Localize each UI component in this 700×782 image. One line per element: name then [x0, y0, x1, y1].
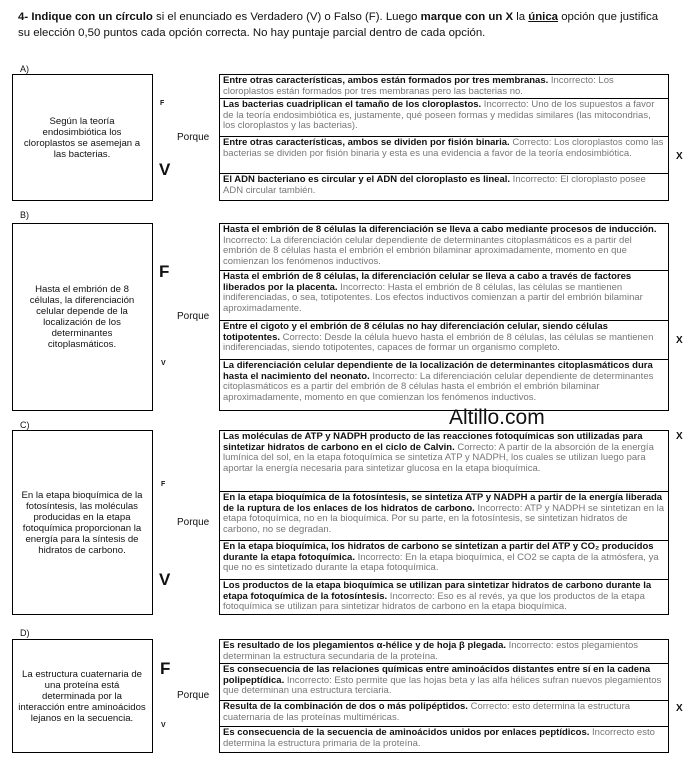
section-a-option-1[interactable]: Entre otras características, ambos están formados por tres membranas. Incorrecto: Los cloroplastos están formados por tres membranas pero las bacterias no. [219, 74, 669, 99]
section-b-statement: Hasta el embrión de 8 células, la diferenciación celular depende de la localización de los determinantes citoplasmáticos. [29, 284, 135, 350]
section-a-statement: Según la teoría endosimbiótica los cloroplastos se asemejan a las bacterias. [23, 115, 141, 160]
section-d-label: D) [20, 628, 30, 638]
section-a-true-mark[interactable]: V [159, 160, 171, 179]
question-header [18, 9, 688, 41]
section-c-x-mark: X [676, 431, 683, 442]
section-c-statement: En la etapa bioquímica de la fotosíntesis, las moléculas producidas en la etapa fotoquímica proporcionan la energía para la síntesis de hidratos de carbono. [21, 489, 143, 556]
section-c-true-mark[interactable]: V [159, 570, 171, 589]
section-b-true-mark[interactable]: V [161, 360, 166, 367]
section-b-label: B) [20, 210, 29, 220]
header-unica: única [528, 11, 559, 23]
section-a-false-mark[interactable]: F [160, 100, 165, 107]
section-a-porque: Porque [177, 132, 210, 143]
section-d-false-mark[interactable]: F [160, 659, 171, 678]
section-d-true-mark[interactable]: V [161, 722, 166, 729]
watermark: Altillo.com [449, 406, 545, 429]
section-a-option-3[interactable]: Entre otras características, ambos se dividen por fisión binaria. Correcto: Los cloroplastos como las bacterias se dividen por fisión binaria y esta es una evidencia a favor de la teoría endosimbiótica. [219, 136, 669, 174]
section-d-option-2[interactable]: Es consecuencia de las relaciones químicas entre aminoácidos distantes entre sí en la cadena polipeptídica. Incorrecto: Esto permite que las hojas beta y las alfa hélices sufran nuevos plegamientos que determinan una estructura terciaria. [219, 663, 669, 701]
section-a-label: A) [20, 64, 29, 74]
section-b-porque: Porque [177, 311, 210, 322]
section-b-option-4[interactable]: La diferenciación celular dependiente de la localización de determinantes citoplasmáticos dura hasta el nacimiento del neonato. Incorrecto: La diferenciación celular dependiente de determinantes citoplasmáticos es a partir del embrión de 8 células hasta el embrión el embrión bilaminar aproximadamente, momento en que comienzan los fenómenos inductivos. [219, 359, 669, 411]
section-a-option-2[interactable]: Las bacterias cuadriplican el tamaño de los cloroplastos. Incorrecto: Uno de los supuestos a favor de la teoría endosimbiótica es, justamente, qué poseen formas y medidas similares (las mitocondrias, los cloroplastos y las bacterias). [219, 98, 669, 137]
section-d-x-mark: X [676, 703, 683, 714]
header-line-2: su elección 0,50 puntos cada opción correcta. No hay puntaje parcial dentro de cada opción. [18, 27, 486, 39]
section-a-x-mark: X [676, 151, 683, 162]
section-d-option-3[interactable]: Resulta de la combinación de dos o más polipéptidos. Correcto: esto determina la estructura cuaternaria de las proteínas multiméricas. [219, 700, 669, 727]
section-c-label: C) [20, 420, 30, 430]
header-text-2: si el enunciado es Verdadero (V) o Falso (F). Luego [152, 11, 421, 23]
section-d-option-1[interactable]: Es resultado de los plegamientos α-hélice y de hoja β plegada. Incorrecto: estos plegamientos determinan la estructura secundaria de la proteína. [219, 639, 669, 664]
section-d-statement: La estructura cuaternaria de una proteína está determinada por la interacción entre aminoácidos lejanos en la secuencia. [18, 668, 146, 724]
section-b-x-mark: X [676, 335, 683, 346]
section-b-option-2[interactable]: Hasta el embrión de 8 células, la diferenciación celular se lleva a cabo a través de factores liberados por la placenta. Incorrecto: Hasta el embrión de 8 células, las células se mantienen indiferenciadas, o sea, totipotentes. Los efectos inductivos comienzan a partir del embrión bilaminar aproximadamente. [219, 270, 669, 321]
section-d-option-4[interactable]: Es consecuencia de la secuencia de aminoácidos unidos por enlaces peptídicos. Incorrecto esto determina la estructura primaria de la proteína. [219, 726, 669, 753]
section-c-option-2[interactable]: En la etapa bioquímica de la fotosíntesis, se sintetiza ATP y NADPH a partir de la energía liberada de la ruptura de los enlaces de los hidratos de carbono. Incorrecto: ATP y NADPH se sintetizan en la etapa fotoquímica, no en la bioquímica. Por su parte, en la fotosíntesis, se sintetizan hidratos de carbono, no se degradan. [219, 491, 669, 541]
section-c-option-3[interactable]: En la etapa bioquímica, los hidratos de carbono se sintetizan a partir del ATP y CO₂ producidos durante la etapa fotoquímica. Incorrecto: En la etapa bioquímica, el CO2 se capta de la atmósfera, ya que no es sintetizado durante la etapa fotoquímica. [219, 540, 669, 580]
section-d-porque: Porque [177, 690, 210, 701]
section-c-porque: Porque [177, 517, 210, 528]
section-b-option-3[interactable]: Entre el cigoto y el embrión de 8 células no hay diferenciación celular, siendo células totipotentes. Correcto: Desde la célula huevo hasta el embrión de 8 células, las células se mantienen indiferenciadas, siendo totipotentes, capaces de formar un organismo completo. [219, 320, 669, 360]
section-b-option-1[interactable]: Hasta el embrión de 8 células la diferenciación se lleva a cabo mediante procesos de inducción. Incorrecto: La diferenciación celular dependiente de determinantes citoplasmáticos es a partir del embrión de 8 células hasta el embrión el embrión bilaminar aproximadamente, momento en que comienzan los fenómenos inductivos. [219, 223, 669, 271]
header-instruction-3: marque con un X [420, 11, 514, 23]
section-c-false-mark[interactable]: F [161, 481, 166, 488]
header-text-6: opción que justifica [558, 11, 659, 23]
header-instruction-1: Indique con un círculo [31, 11, 153, 23]
question-number: 4- [18, 11, 29, 23]
section-a-option-4[interactable]: El ADN bacteriano es circular y el ADN del cloroplasto es lineal. Incorrecto: El cloroplasto posee ADN circular también. [219, 173, 669, 201]
section-c-option-1[interactable]: Las moléculas de ATP y NADPH producto de las reacciones fotoquímicas son utilizadas para sintetizar hidratos de carbono en el ciclo de Calvin. Correcto: A partir de la absorción de la energía lumínica del sol, en la etapa fotoquímica se sintetiza ATP y NADPH, los cuales se utilizan luego para aportar la energía necesaria para sintetizar glucosa en la etapa bioquímica. [219, 430, 669, 492]
header-text-4: la [513, 11, 529, 23]
section-c-option-4[interactable]: Los productos de la etapa bioquímica se utilizan para sintetizar hidratos de carbono durante la etapa fotoquímica de la fotosíntesis. Incorrecto: Eso es al revés, ya que los productos de la etapa fotoquímica se utilizan para sintetizar hidratos de carbono en la etapa bioquímica. [219, 579, 669, 615]
section-b-false-mark[interactable]: F [159, 262, 170, 281]
